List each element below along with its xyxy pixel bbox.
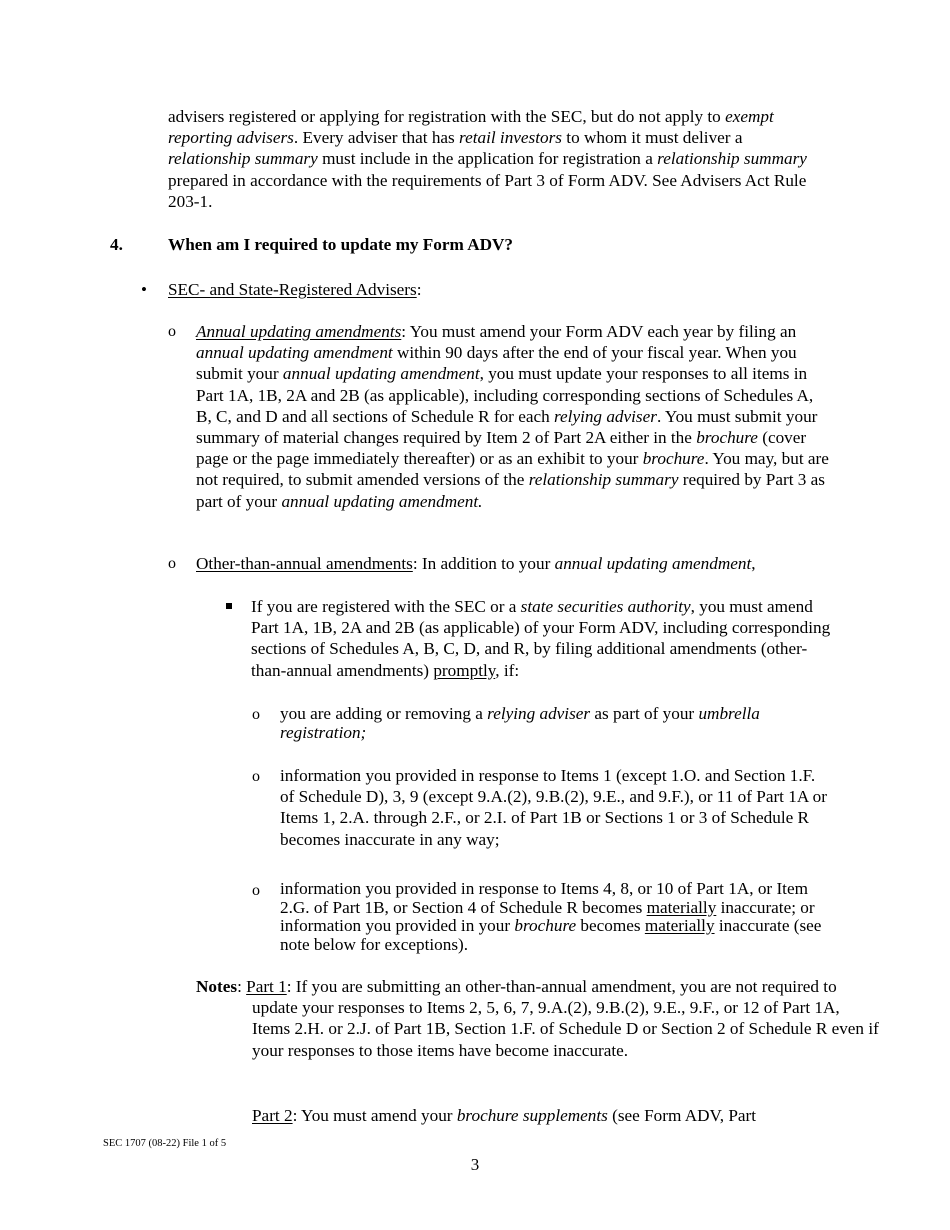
sub-item-relying-adviser: you are adding or removing a relying adviser as part of your umbrella registration; [280, 704, 760, 742]
circle-bullet-icon: o [252, 882, 260, 899]
question-number: 4. [110, 235, 123, 254]
form-identifier: SEC 1707 (08-22) File 1 of 5 [103, 1138, 227, 1149]
annual-amendments-paragraph: Annual updating amendments: You must amend your Form ADV each year by filing an annual updating amendment within 90 days after the end of your fiscal year. When you submit your annual updating amendment, you must update your responses to all items in Part 1A, 1B, 2A and 2B (as applicable), including corresponding sections of Schedules A, B, C, and D and all sections of Schedule R for each relying adviser. You must submit your summary of material changes required by Item 2 of Part 2A either in the brochure (cover page or the page immediately thereafter) or as an exhibit to your brochure. You may, but are not required, to submit amended versions of the relationship summary required by Part 3 as part of your annual updating amendment. [196, 322, 829, 511]
notes-part-2: Part 2: You must amend your brochure supplements (see Form ADV, Part [252, 1106, 756, 1125]
circle-bullet-icon: o [168, 323, 176, 340]
sub-item-inaccurate-any-way: information you provided in response to Items 1 (except 1.O. and Section 1.F. of Schedule D), 3, 9 (except 9.A.(2), 9.B.(2), 9.E., and 9.F.), or 11 of Part 1A or Items 1, 2.A. through 2.F., or 2.I. of Part 1B or Sections 1 or 3 of Schedule R becomes inaccurate in any way; [280, 766, 827, 849]
intro-paragraph: advisers registered or applying for registration with the SEC, but do not apply to exempt reporting advisers. Every adviser that has retail investors to whom it must deliver a relationship summary must include in the application for registration a relationship summary prepared in accordance with the requirements of Part 3 of Form ADV. See Advisers Act Rule 203-1. [168, 107, 807, 211]
notes-part-1: Notes: Part 1: If you are submitting an other-than-annual amendment, you are not required to update your responses to Items 2, 5, 6, 7, 9.A.(2), 9.B.(2), 9.E., 9.F., or 12 of Part 1A, Items 2.H. or 2.J. of Part 1B, Section 1.F. of Schedule D or Section 2 of Schedule R even if your responses to those items have become inaccurate. [196, 977, 879, 1060]
circle-bullet-icon: o [252, 706, 260, 723]
circle-bullet-icon: o [252, 768, 260, 785]
page-number: 3 [470, 1155, 480, 1174]
circle-bullet-icon: o [168, 555, 176, 572]
section-heading-registered-advisers: SEC- and State-Registered Advisers: [168, 280, 422, 299]
bullet-dot-icon: • [141, 280, 147, 299]
sub-item-materially-inaccurate: information you provided in response to Items 4, 8, or 10 of Part 1A, or Item 2.G. of Part 1B, or Section 4 of Schedule R becomes materially inaccurate; or information you provided in your brochure becomes materially inaccurate (see note below for exceptions). [280, 879, 822, 954]
question-title: When am I required to update my Form ADV? [168, 235, 514, 254]
registered-paragraph: If you are registered with the SEC or a state securities authority, you must amend Part 1A, 1B, 2A and 2B (as applicable) of your Form ADV, including corresponding sections of Schedules A, B, C, D, and R, by filing additional amendments (other-than-annual amendments) promptly, if: [251, 597, 831, 680]
other-than-annual-paragraph: Other-than-annual amendments: In addition to your annual updating amendment, [196, 554, 756, 573]
square-bullet-icon [226, 603, 232, 609]
